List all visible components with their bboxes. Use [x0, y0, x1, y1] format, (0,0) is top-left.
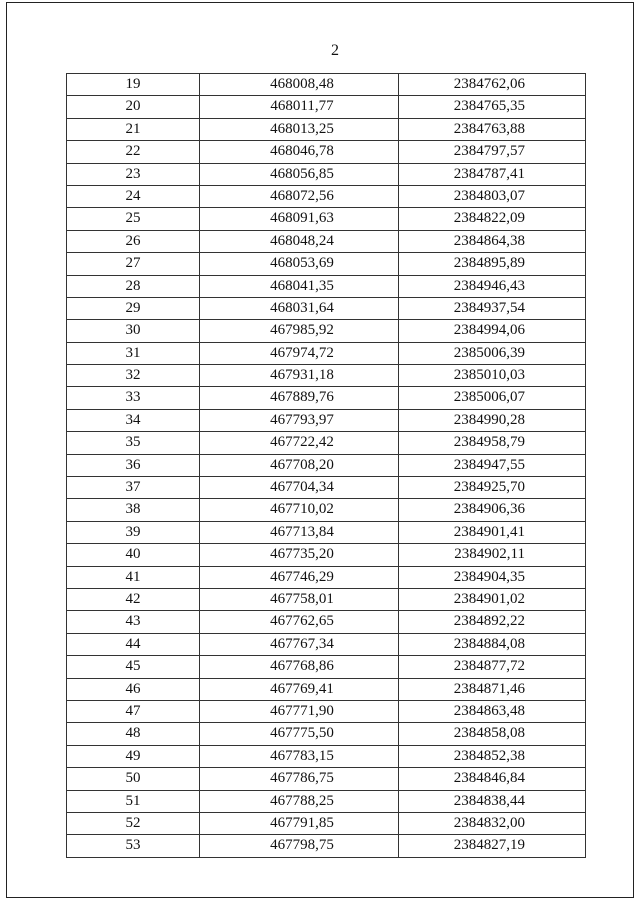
- page-left-border: [6, 2, 7, 898]
- point-number-cell: 42: [67, 588, 200, 610]
- x-coordinate-cell: 468046,78: [200, 141, 399, 163]
- point-number-cell: 45: [67, 656, 200, 678]
- point-number-cell: 30: [67, 320, 200, 342]
- table-row: [67, 588, 586, 610]
- y-coordinate-cell: 2384803,07: [399, 185, 586, 207]
- point-number-cell: 21: [67, 118, 200, 140]
- point-number-cell: 44: [67, 633, 200, 655]
- page-bottom-border: [6, 897, 634, 898]
- table-row: [67, 96, 586, 118]
- table-row: [67, 678, 586, 700]
- table-row: [67, 230, 586, 252]
- x-coordinate-cell: 467708,20: [200, 454, 399, 476]
- y-coordinate-cell: 2384762,06: [399, 74, 586, 96]
- point-number-cell: 36: [67, 454, 200, 476]
- table-row: [67, 454, 586, 476]
- y-coordinate-cell: 2384797,57: [399, 141, 586, 163]
- point-number-cell: 43: [67, 611, 200, 633]
- y-coordinate-cell: 2384895,89: [399, 253, 586, 275]
- y-coordinate-cell: 2384947,55: [399, 454, 586, 476]
- table-row: [67, 409, 586, 431]
- point-number-cell: 24: [67, 185, 200, 207]
- table-row: [67, 521, 586, 543]
- table-row: [67, 118, 586, 140]
- table-row: [67, 253, 586, 275]
- table-row: [67, 745, 586, 767]
- table-row: [67, 365, 586, 387]
- y-coordinate-cell: 2384994,06: [399, 320, 586, 342]
- y-coordinate-cell: 2384827,19: [399, 835, 586, 857]
- point-number-cell: 48: [67, 723, 200, 745]
- x-coordinate-cell: 467931,18: [200, 365, 399, 387]
- y-coordinate-cell: 2384838,44: [399, 790, 586, 812]
- table-row: [67, 275, 586, 297]
- point-number-cell: 28: [67, 275, 200, 297]
- point-number-cell: 34: [67, 409, 200, 431]
- x-coordinate-cell: 467793,97: [200, 409, 399, 431]
- y-coordinate-cell: 2384902,11: [399, 544, 586, 566]
- x-coordinate-cell: 468048,24: [200, 230, 399, 252]
- x-coordinate-cell: 468056,85: [200, 163, 399, 185]
- table-row: [67, 656, 586, 678]
- table-row: [67, 700, 586, 722]
- point-number-cell: 41: [67, 566, 200, 588]
- point-number-cell: 47: [67, 700, 200, 722]
- page-right-border: [633, 2, 634, 898]
- point-number-cell: 33: [67, 387, 200, 409]
- y-coordinate-cell: 2384858,08: [399, 723, 586, 745]
- x-coordinate-cell: 468031,64: [200, 297, 399, 319]
- x-coordinate-cell: 467788,25: [200, 790, 399, 812]
- y-coordinate-cell: 2384832,00: [399, 812, 586, 834]
- table-row: [67, 790, 586, 812]
- x-coordinate-cell: 467704,34: [200, 477, 399, 499]
- point-number-cell: 25: [67, 208, 200, 230]
- table-row: [67, 185, 586, 207]
- point-number-cell: 51: [67, 790, 200, 812]
- y-coordinate-cell: 2384877,72: [399, 656, 586, 678]
- table-row: [67, 342, 586, 364]
- point-number-cell: 26: [67, 230, 200, 252]
- coordinates-table: [66, 73, 586, 858]
- page-top-border: [6, 2, 634, 3]
- point-number-cell: 29: [67, 297, 200, 319]
- table-row: [67, 141, 586, 163]
- x-coordinate-cell: 467791,85: [200, 812, 399, 834]
- x-coordinate-cell: 467889,76: [200, 387, 399, 409]
- point-number-cell: 20: [67, 96, 200, 118]
- point-number-cell: 37: [67, 477, 200, 499]
- x-coordinate-cell: 467722,42: [200, 432, 399, 454]
- x-coordinate-cell: 468091,63: [200, 208, 399, 230]
- x-coordinate-cell: 467769,41: [200, 678, 399, 700]
- table-row: [67, 432, 586, 454]
- table-row: [67, 723, 586, 745]
- x-coordinate-cell: 467746,29: [200, 566, 399, 588]
- y-coordinate-cell: 2385006,39: [399, 342, 586, 364]
- x-coordinate-cell: 467775,50: [200, 723, 399, 745]
- y-coordinate-cell: 2385006,07: [399, 387, 586, 409]
- x-coordinate-cell: 468008,48: [200, 74, 399, 96]
- y-coordinate-cell: 2384904,35: [399, 566, 586, 588]
- y-coordinate-cell: 2384901,02: [399, 588, 586, 610]
- table-row: [67, 320, 586, 342]
- table-row: [67, 499, 586, 521]
- x-coordinate-cell: 467786,75: [200, 768, 399, 790]
- coordinates-table-body: [67, 74, 586, 858]
- x-coordinate-cell: 468041,35: [200, 275, 399, 297]
- point-number-cell: 23: [67, 163, 200, 185]
- y-coordinate-cell: 2384864,38: [399, 230, 586, 252]
- table-row: [67, 477, 586, 499]
- x-coordinate-cell: 467771,90: [200, 700, 399, 722]
- y-coordinate-cell: 2384958,79: [399, 432, 586, 454]
- y-coordinate-cell: 2384763,88: [399, 118, 586, 140]
- point-number-cell: 46: [67, 678, 200, 700]
- y-coordinate-cell: 2384937,54: [399, 297, 586, 319]
- y-coordinate-cell: 2384990,28: [399, 409, 586, 431]
- point-number-cell: 49: [67, 745, 200, 767]
- y-coordinate-cell: 2384884,08: [399, 633, 586, 655]
- y-coordinate-cell: 2384906,36: [399, 499, 586, 521]
- point-number-cell: 52: [67, 812, 200, 834]
- y-coordinate-cell: 2384892,22: [399, 611, 586, 633]
- x-coordinate-cell: 467985,92: [200, 320, 399, 342]
- x-coordinate-cell: 467974,72: [200, 342, 399, 364]
- point-number-cell: 50: [67, 768, 200, 790]
- point-number-cell: 35: [67, 432, 200, 454]
- y-coordinate-cell: 2384765,35: [399, 96, 586, 118]
- y-coordinate-cell: 2385010,03: [399, 365, 586, 387]
- x-coordinate-cell: 468013,25: [200, 118, 399, 140]
- table-row: [67, 74, 586, 96]
- table-row: [67, 163, 586, 185]
- table-row: [67, 387, 586, 409]
- x-coordinate-cell: 467762,65: [200, 611, 399, 633]
- x-coordinate-cell: 467768,86: [200, 656, 399, 678]
- y-coordinate-cell: 2384901,41: [399, 521, 586, 543]
- point-number-cell: 32: [67, 365, 200, 387]
- point-number-cell: 31: [67, 342, 200, 364]
- x-coordinate-cell: 467767,34: [200, 633, 399, 655]
- point-number-cell: 19: [67, 74, 200, 96]
- point-number-cell: 53: [67, 835, 200, 857]
- table-row: [67, 566, 586, 588]
- x-coordinate-cell: 468072,56: [200, 185, 399, 207]
- table-row: [67, 633, 586, 655]
- x-coordinate-cell: 467735,20: [200, 544, 399, 566]
- point-number-cell: 39: [67, 521, 200, 543]
- table-row: [67, 297, 586, 319]
- table-row: [67, 812, 586, 834]
- y-coordinate-cell: 2384822,09: [399, 208, 586, 230]
- y-coordinate-cell: 2384852,38: [399, 745, 586, 767]
- table-row: [67, 768, 586, 790]
- y-coordinate-cell: 2384871,46: [399, 678, 586, 700]
- y-coordinate-cell: 2384863,48: [399, 700, 586, 722]
- point-number-cell: 22: [67, 141, 200, 163]
- x-coordinate-cell: 468011,77: [200, 96, 399, 118]
- x-coordinate-cell: 467798,75: [200, 835, 399, 857]
- y-coordinate-cell: 2384925,70: [399, 477, 586, 499]
- table-row: [67, 208, 586, 230]
- x-coordinate-cell: 467713,84: [200, 521, 399, 543]
- x-coordinate-cell: 467710,02: [200, 499, 399, 521]
- y-coordinate-cell: 2384846,84: [399, 768, 586, 790]
- x-coordinate-cell: 467758,01: [200, 588, 399, 610]
- y-coordinate-cell: 2384946,43: [399, 275, 586, 297]
- y-coordinate-cell: 2384787,41: [399, 163, 586, 185]
- x-coordinate-cell: 467783,15: [200, 745, 399, 767]
- point-number-cell: 38: [67, 499, 200, 521]
- point-number-cell: 27: [67, 253, 200, 275]
- table-row: [67, 611, 586, 633]
- point-number-cell: 40: [67, 544, 200, 566]
- table-row: [67, 544, 586, 566]
- page-number: 2: [331, 42, 339, 59]
- table-row: [67, 835, 586, 857]
- x-coordinate-cell: 468053,69: [200, 253, 399, 275]
